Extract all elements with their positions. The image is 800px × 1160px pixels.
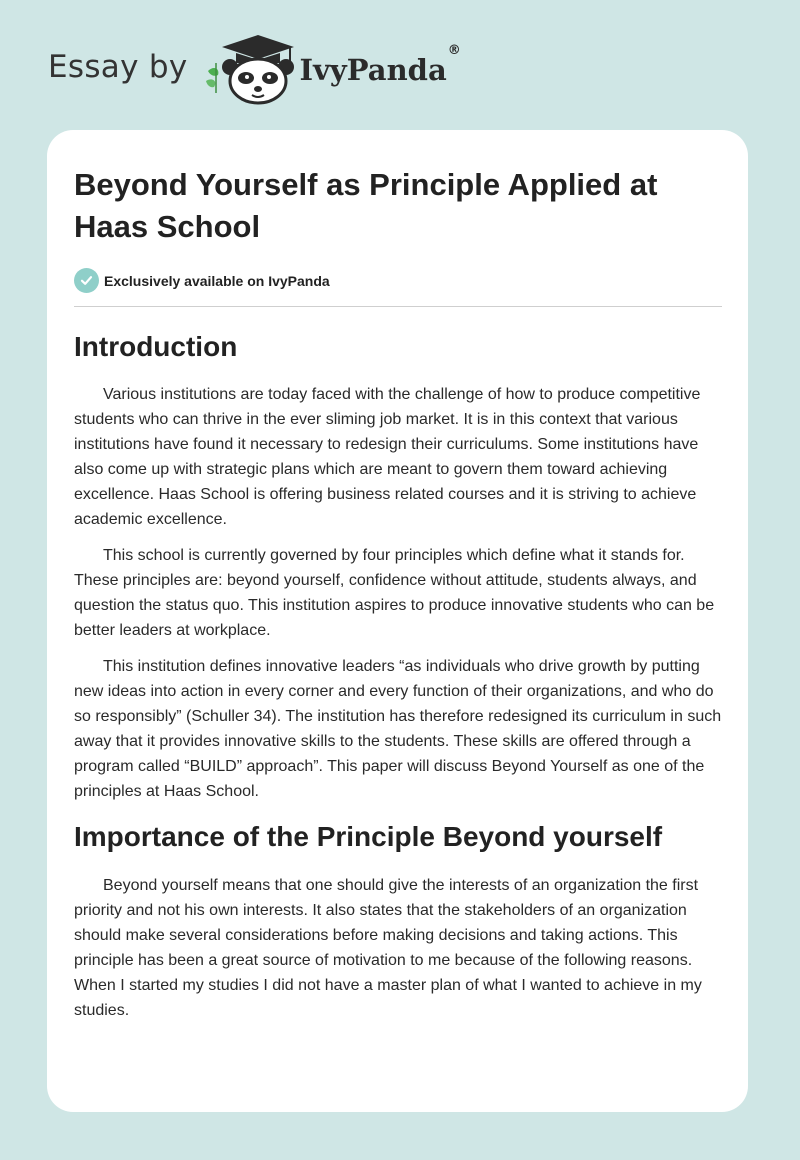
section-heading: Introduction bbox=[74, 331, 238, 362]
panda-logo-icon bbox=[200, 33, 296, 105]
site-brand[interactable] bbox=[48, 34, 461, 104]
brand-name: IvyPanda® bbox=[299, 43, 461, 87]
page-title: Beyond Yourself as Principle Applied at Haas School bbox=[74, 167, 658, 244]
paragraph: Various institutions are today faced with the challenge of how to produce competitive students who can thrive in the ever sliming job market. It is in this context that various institutions have found it necessary to redesign their curriculums. Some institutions have also come up with strategic plans which are meant to govern them toward achieving excellence. Haas School is offering business related courses and it is striving to achieve academic excellence. bbox=[74, 386, 701, 528]
essay-card bbox=[47, 130, 748, 1112]
exclusive-label: Exclusively available on IvyPanda bbox=[104, 272, 330, 289]
exclusive-badge bbox=[74, 268, 722, 307]
brand-prefix: Essay by bbox=[48, 49, 188, 85]
section-introduction bbox=[74, 329, 722, 804]
paragraph: This institution defines innovative leaders “as individuals who drive growth by putting new ideas into action in every corner and every function of their organizations, and who do so responsibly” (Schuller 34). The institution has therefore redesigned its curriculum in such away that it provides innovative skills to the students. These skills are offered through a program called “BUILD” approach”. This paper will discuss Beyond Yourself as one of the principles at Haas School. bbox=[74, 658, 722, 800]
checkmark-icon bbox=[74, 268, 99, 293]
section-heading: Importance of the Principle Beyond yourself bbox=[74, 821, 663, 852]
paragraph: This school is currently governed by four principles which define what it stands for. These principles are: beyond yourself, confidence without attitude, students always, and question the status quo. This institution aspires to produce innovative students who can be better leaders at workplace. bbox=[74, 547, 715, 639]
section-importance bbox=[74, 819, 722, 1023]
paragraph: Beyond yourself means that one should give the interests of an organization the first priority and not his own interests. It also states that the stakeholders of an organization should make several considerations before making decisions and taking actions. This principle has been a great source of motivation to me because of the following reasons. When I started my studies I did not have a master plan of what I wanted to achieve in my studies. bbox=[74, 877, 702, 1019]
